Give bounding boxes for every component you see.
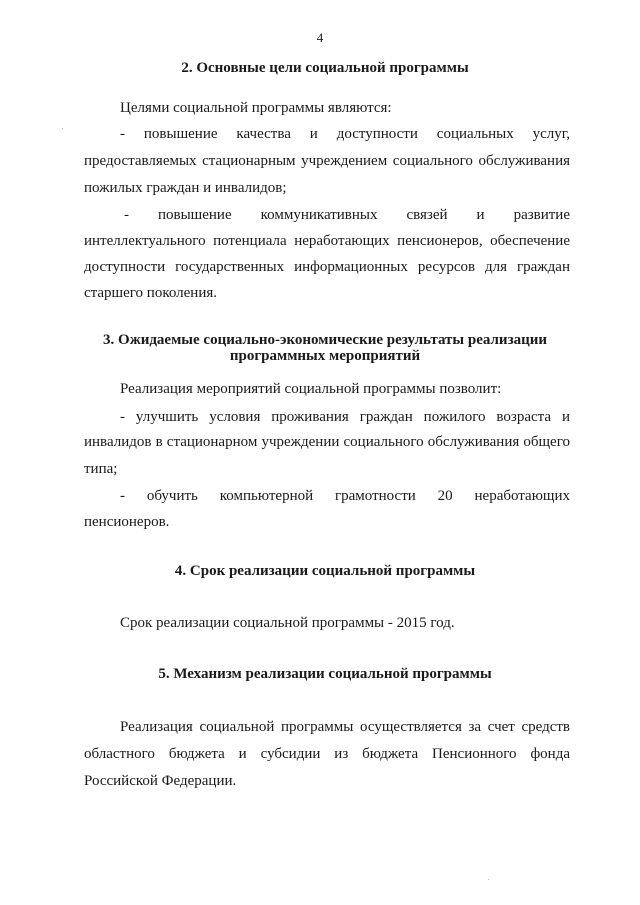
section-5-line-2: областного бюджета и субсидии из бюджета Пенсионного фонда [84, 746, 570, 762]
section-2-item-1-line-2: предоставляемых стационарным учреждением социального обслуживания [84, 153, 570, 169]
section-3-heading-line-1: 3. Ожидаемые социально-экономические результаты реализации [102, 332, 548, 348]
section-2-item-2-line-1: - повышение коммуникативных связей и развитие [124, 207, 570, 223]
section-3-item-1-line-3: типа; [84, 461, 118, 477]
section-3-heading-line-2: программных мероприятий [229, 348, 421, 364]
section-2-item-2-line-3: доступности государственных информационных ресурсов для граждан [84, 259, 570, 275]
section-3-item-2-line-1: - обучить компьютерной грамотности 20 неработающих [120, 488, 570, 504]
section-2-heading: 2. Основные цели социальной программы [181, 60, 469, 76]
section-2-item-2-line-2: интеллектуального потенциала неработающих пенсионеров, обеспечение [84, 233, 570, 249]
section-2-item-1-line-1: - повышение качества и доступности социальных услуг, [120, 126, 570, 142]
section-3-intro: Реализация мероприятий социальной программы позволит: [120, 381, 502, 397]
section-3-item-1-line-2: инвалидов в стационарном учреждении социального обслуживания общего [84, 434, 570, 450]
page-number: 4 [316, 30, 324, 45]
scan-speck [488, 879, 489, 880]
section-4-heading: 4. Срок реализации социальной программы [174, 563, 476, 579]
section-2-item-1-line-3: пожилых граждан и инвалидов; [84, 180, 287, 196]
section-2-intro: Целями социальной программы являются: [120, 100, 392, 116]
section-4-text: Срок реализации социальной программы - 2015 год. [120, 615, 455, 631]
section-5-line-1: Реализация социальной программы осуществляется за счет средств [120, 719, 570, 735]
section-2-item-2-line-4: старшего поколения. [84, 285, 217, 301]
scan-speck [62, 128, 63, 129]
section-3-item-2-line-2: пенсионеров. [84, 514, 170, 530]
section-5-heading: 5. Механизм реализации социальной программы [158, 666, 492, 682]
section-5-line-3: Российской Федерации. [84, 773, 237, 789]
section-3-item-1-line-1: - улучшить условия проживания граждан пожилого возраста и [120, 409, 570, 425]
